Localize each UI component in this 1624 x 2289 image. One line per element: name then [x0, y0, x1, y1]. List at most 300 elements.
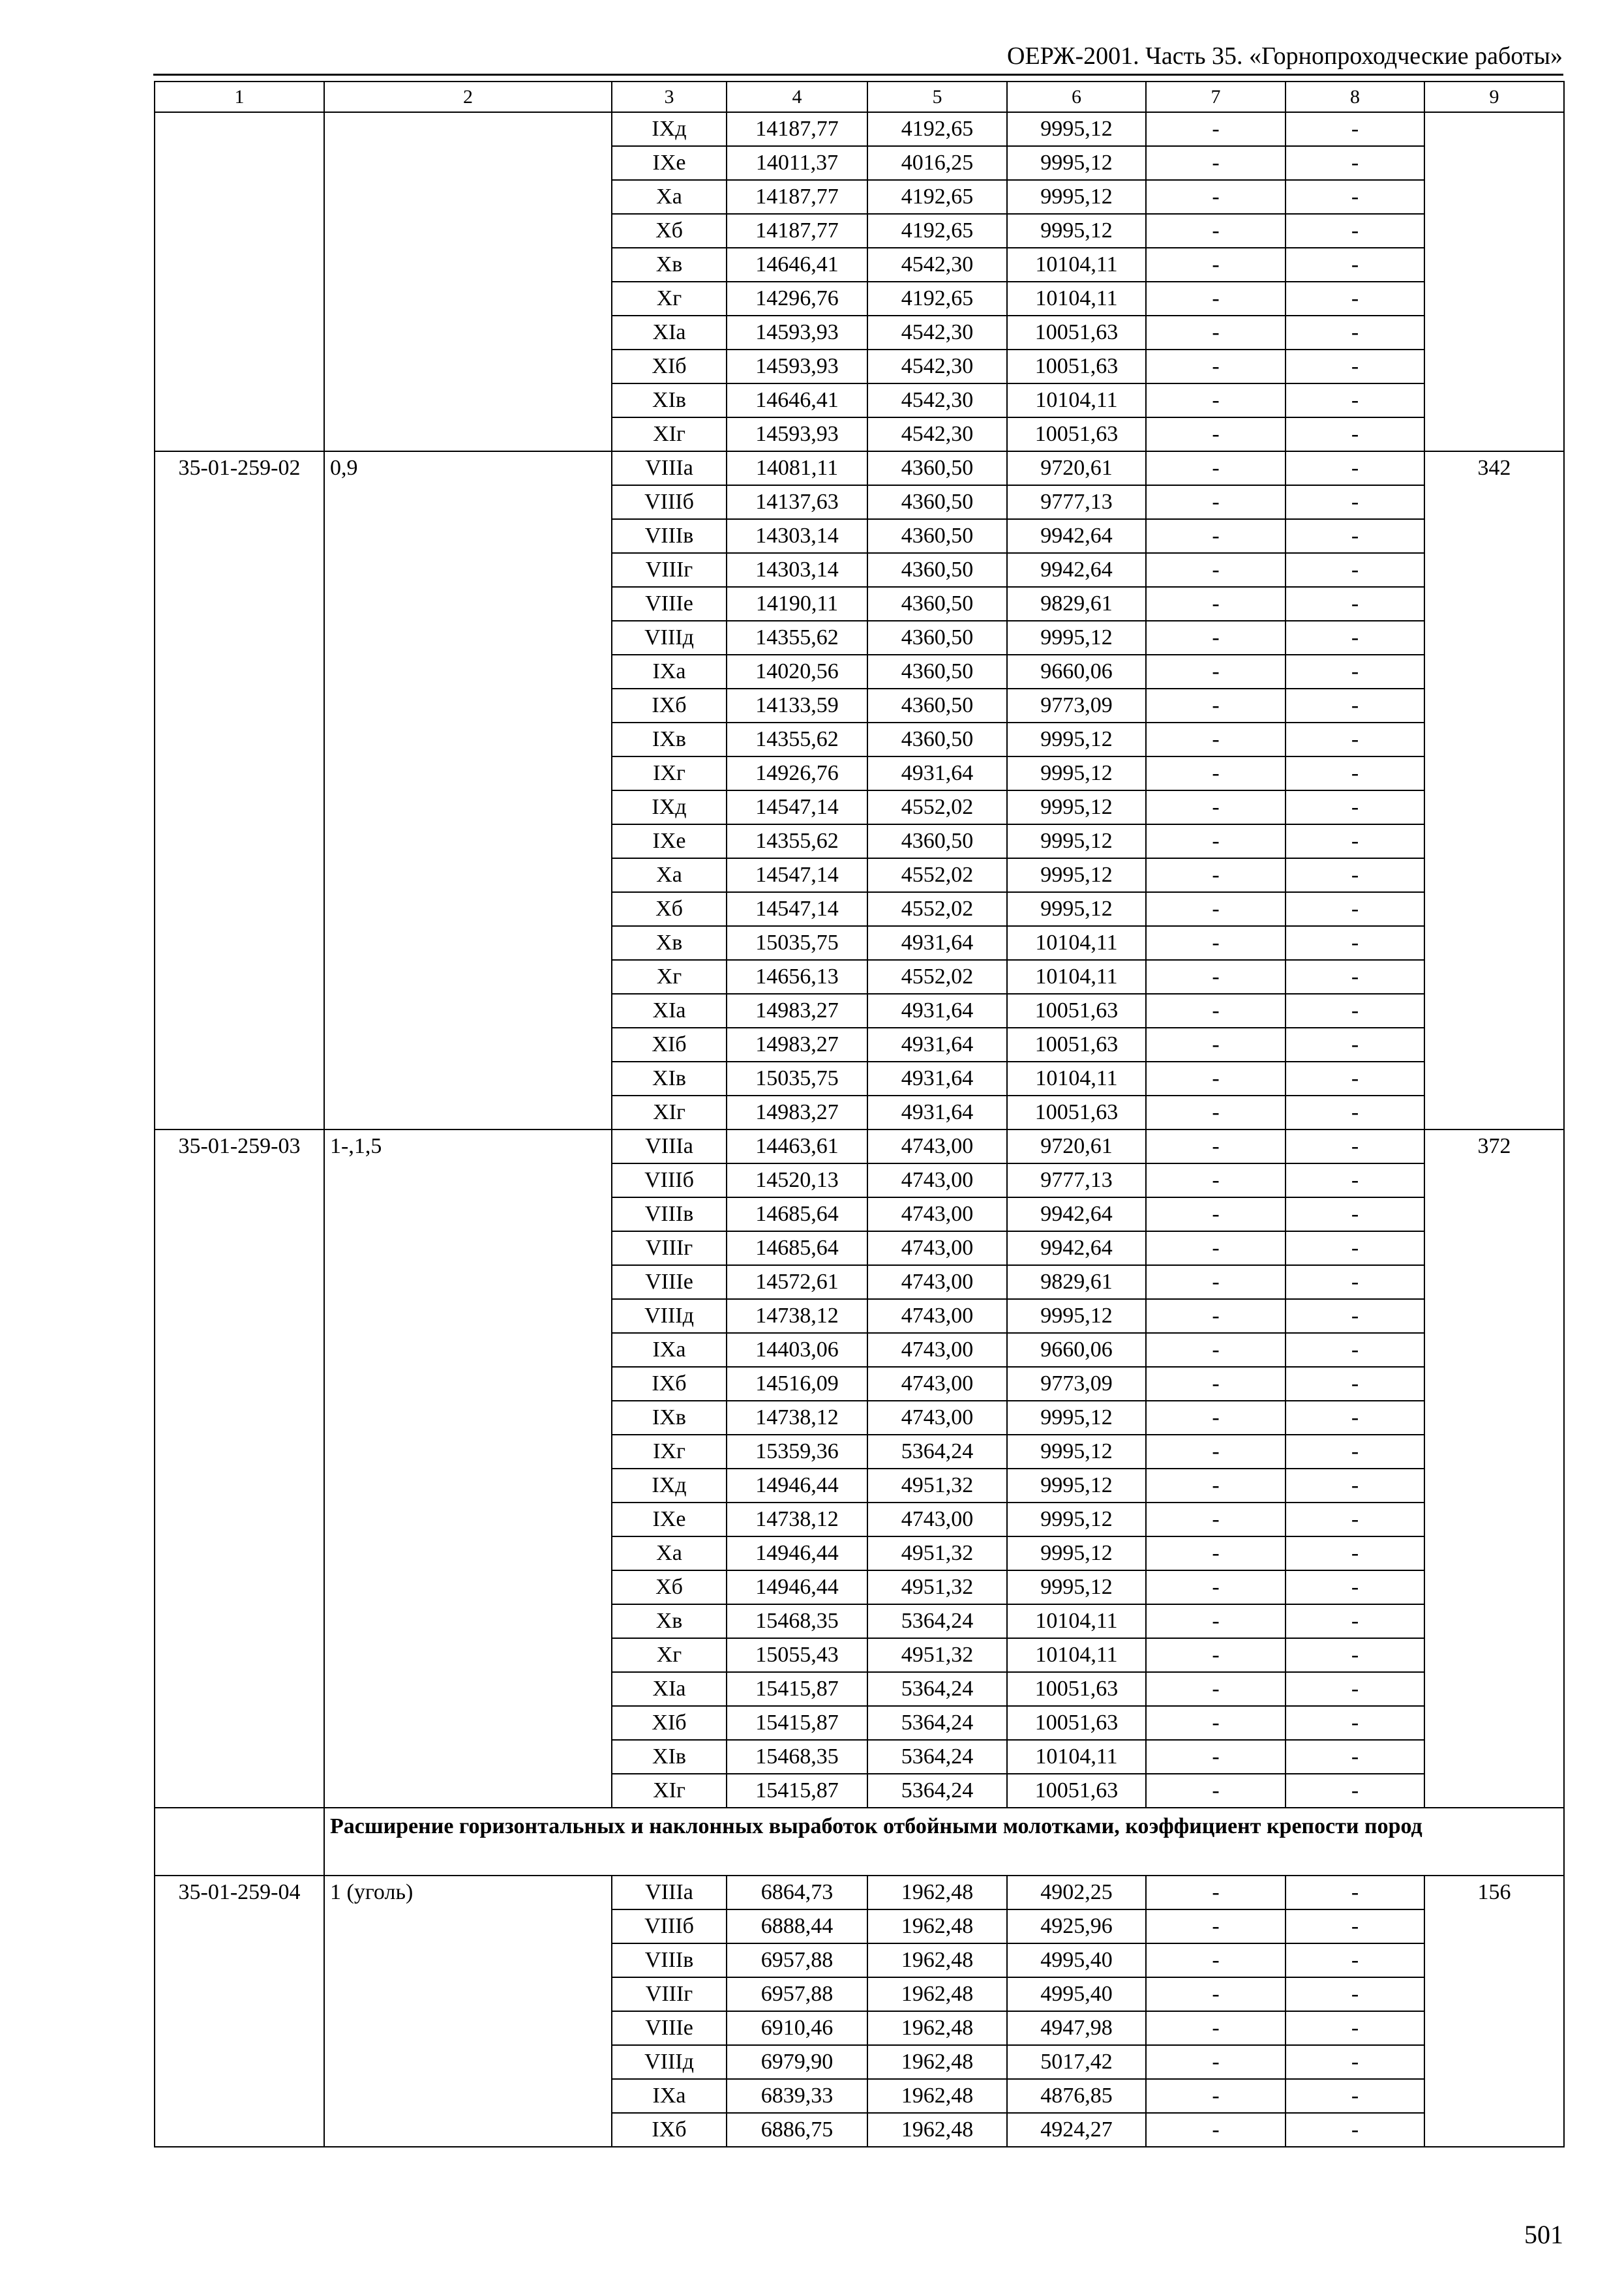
category-cell: Xб	[612, 892, 727, 926]
cost-col7-cell: -	[1146, 2079, 1286, 2113]
total-cost-cell: 14190,11	[727, 587, 867, 621]
column-number: 6	[1007, 82, 1146, 112]
cost-col5-cell: 4542,30	[867, 383, 1007, 417]
cost-col6-cell: 10051,63	[1007, 316, 1146, 350]
cost-col8-cell: -	[1286, 1570, 1424, 1604]
cost-col6-cell: 10104,11	[1007, 926, 1146, 960]
cost-col6-cell: 4924,27	[1007, 2113, 1146, 2147]
total-cost-cell: 15468,35	[727, 1604, 867, 1638]
cost-col5-cell: 4743,00	[867, 1231, 1007, 1265]
cost-col5-cell: 4360,50	[867, 485, 1007, 519]
total-cost-cell: 6886,75	[727, 2113, 867, 2147]
cost-col7-cell: -	[1146, 1367, 1286, 1401]
cost-col5-cell: 4743,00	[867, 1299, 1007, 1333]
column-number: 1	[155, 82, 324, 112]
category-cell: IXг	[612, 1435, 727, 1469]
cost-col5-cell: 4360,50	[867, 519, 1007, 553]
cost-col6-cell: 9777,13	[1007, 485, 1146, 519]
category-cell: IXе	[612, 824, 727, 858]
cost-col7-cell: -	[1146, 587, 1286, 621]
cost-col8-cell: -	[1286, 587, 1424, 621]
cost-col5-cell: 4743,00	[867, 1265, 1007, 1299]
total-cost-cell: 14463,61	[727, 1130, 867, 1163]
total-cost-cell: 6910,46	[727, 2011, 867, 2045]
cost-col8-cell: -	[1286, 1909, 1424, 1943]
cost-col8-cell: -	[1286, 1299, 1424, 1333]
cost-col5-cell: 4360,50	[867, 553, 1007, 587]
total-cost-cell: 15468,35	[727, 1740, 867, 1774]
cost-col5-cell: 4192,65	[867, 282, 1007, 316]
cost-col7-cell: -	[1146, 926, 1286, 960]
rate-code: 35-01-259-02	[155, 451, 324, 1130]
cost-col8-cell: -	[1286, 2113, 1424, 2147]
cost-col8-cell: -	[1286, 824, 1424, 858]
total-cost-cell: 14303,14	[727, 519, 867, 553]
cost-col5-cell: 1962,48	[867, 1943, 1007, 1977]
cost-col6-cell: 4876,85	[1007, 2079, 1146, 2113]
cost-col8-cell: -	[1286, 316, 1424, 350]
cost-col5-cell: 4360,50	[867, 587, 1007, 621]
cost-col7-cell: -	[1146, 180, 1286, 214]
total-cost-cell: 14520,13	[727, 1163, 867, 1197]
col9-value	[1424, 112, 1564, 451]
cost-col5-cell: 1962,48	[867, 2045, 1007, 2079]
cost-col6-cell: 10051,63	[1007, 1028, 1146, 1062]
cost-col7-cell: -	[1146, 1265, 1286, 1299]
total-cost-cell: 14685,64	[727, 1231, 867, 1265]
cost-col5-cell: 4552,02	[867, 892, 1007, 926]
category-cell: IXв	[612, 1401, 727, 1435]
rate-parameter: 1 (уголь)	[324, 1876, 612, 2147]
cost-col5-cell: 4360,50	[867, 689, 1007, 723]
total-cost-cell: 14187,77	[727, 214, 867, 248]
category-cell: Xв	[612, 1604, 727, 1638]
cost-col7-cell: -	[1146, 1774, 1286, 1808]
total-cost-cell: 14081,11	[727, 451, 867, 485]
cost-col8-cell: -	[1286, 1197, 1424, 1231]
total-cost-cell: 15035,75	[727, 1062, 867, 1096]
table-row	[155, 1130, 1564, 1163]
running-header: ОЕРЖ-2001. Часть 35. «Горнопроходческие работы»	[1007, 42, 1563, 70]
table-row	[155, 451, 1564, 485]
cost-col8-cell: -	[1286, 1062, 1424, 1096]
category-cell: IXб	[612, 1367, 727, 1401]
cost-col8-cell: -	[1286, 112, 1424, 146]
total-cost-cell: 14355,62	[727, 824, 867, 858]
cost-col7-cell: -	[1146, 1977, 1286, 2011]
cost-col7-cell: -	[1146, 756, 1286, 790]
cost-col8-cell: -	[1286, 858, 1424, 892]
header-rule	[153, 74, 1563, 76]
cost-col8-cell: -	[1286, 417, 1424, 451]
total-cost-cell: 14593,93	[727, 316, 867, 350]
cost-col7-cell: -	[1146, 1231, 1286, 1265]
cost-col6-cell: 9720,61	[1007, 451, 1146, 485]
cost-col6-cell: 10104,11	[1007, 1604, 1146, 1638]
category-cell: Xб	[612, 214, 727, 248]
cost-col7-cell: -	[1146, 214, 1286, 248]
cost-col8-cell: -	[1286, 960, 1424, 994]
total-cost-cell: 14983,27	[727, 1096, 867, 1130]
total-cost-cell: 14355,62	[727, 723, 867, 756]
cost-col6-cell: 9829,61	[1007, 587, 1146, 621]
cost-col8-cell: -	[1286, 350, 1424, 383]
cost-col8-cell: -	[1286, 1435, 1424, 1469]
cost-col6-cell: 9773,09	[1007, 689, 1146, 723]
cost-col8-cell: -	[1286, 180, 1424, 214]
cost-col7-cell: -	[1146, 282, 1286, 316]
cost-col8-cell: -	[1286, 1604, 1424, 1638]
cost-col8-cell: -	[1286, 1401, 1424, 1435]
cost-col7-cell: -	[1146, 2113, 1286, 2147]
cost-col5-cell: 5364,24	[867, 1774, 1007, 1808]
category-cell: XIа	[612, 994, 727, 1028]
cost-col7-cell: -	[1146, 2011, 1286, 2045]
cost-col7-cell: -	[1146, 553, 1286, 587]
cost-col6-cell: 4925,96	[1007, 1909, 1146, 1943]
column-number: 3	[612, 82, 727, 112]
category-cell: IXд	[612, 1469, 727, 1503]
cost-col5-cell: 4743,00	[867, 1333, 1007, 1367]
cost-col5-cell: 1962,48	[867, 1909, 1007, 1943]
total-cost-cell: 15359,36	[727, 1435, 867, 1469]
category-cell: VIIIб	[612, 1909, 727, 1943]
category-cell: XIг	[612, 1774, 727, 1808]
cost-col5-cell: 4192,65	[867, 214, 1007, 248]
cost-col6-cell: 9995,12	[1007, 1469, 1146, 1503]
total-cost-cell: 15415,87	[727, 1706, 867, 1740]
cost-col7-cell: -	[1146, 1333, 1286, 1367]
cost-col8-cell: -	[1286, 1672, 1424, 1706]
cost-col5-cell: 4951,32	[867, 1638, 1007, 1672]
total-cost-cell: 14738,12	[727, 1401, 867, 1435]
category-cell: VIIIб	[612, 485, 727, 519]
cost-col7-cell: -	[1146, 892, 1286, 926]
cost-col5-cell: 4542,30	[867, 316, 1007, 350]
category-cell: Xб	[612, 1570, 727, 1604]
category-cell: VIIIг	[612, 1977, 727, 2011]
cost-col8-cell: -	[1286, 1367, 1424, 1401]
category-cell: VIIIг	[612, 1231, 727, 1265]
total-cost-cell: 15415,87	[727, 1672, 867, 1706]
category-cell: VIIIд	[612, 621, 727, 655]
total-cost-cell: 14946,44	[727, 1570, 867, 1604]
cost-col5-cell: 4016,25	[867, 146, 1007, 180]
category-cell: IXа	[612, 655, 727, 689]
category-cell: Xа	[612, 180, 727, 214]
cost-col6-cell: 9995,12	[1007, 824, 1146, 858]
cost-col6-cell: 10104,11	[1007, 1062, 1146, 1096]
column-number: 7	[1146, 82, 1286, 112]
cost-col8-cell: -	[1286, 1876, 1424, 1909]
cost-col5-cell: 5364,24	[867, 1740, 1007, 1774]
category-cell: IXб	[612, 689, 727, 723]
total-cost-cell: 14133,59	[727, 689, 867, 723]
cost-col5-cell: 4931,64	[867, 994, 1007, 1028]
category-cell: XIб	[612, 1706, 727, 1740]
rate-parameter: 0,9	[324, 451, 612, 1130]
cost-col7-cell: -	[1146, 1943, 1286, 1977]
col9-value: 156	[1424, 1876, 1564, 2147]
cost-col7-cell: -	[1146, 1706, 1286, 1740]
category-cell: IXе	[612, 1503, 727, 1536]
total-cost-cell: 14187,77	[727, 180, 867, 214]
category-cell: VIIIб	[612, 1163, 727, 1197]
cost-col8-cell: -	[1286, 214, 1424, 248]
page-number: 501	[1524, 2220, 1563, 2249]
cost-col6-cell: 9777,13	[1007, 1163, 1146, 1197]
cost-col8-cell: -	[1286, 485, 1424, 519]
cost-col7-cell: -	[1146, 1130, 1286, 1163]
total-cost-cell: 14547,14	[727, 858, 867, 892]
category-cell: VIIIе	[612, 2011, 727, 2045]
cost-col6-cell: 10051,63	[1007, 1672, 1146, 1706]
cost-col8-cell: -	[1286, 1536, 1424, 1570]
cost-col8-cell: -	[1286, 2045, 1424, 2079]
cost-col7-cell: -	[1146, 248, 1286, 282]
col9-value: 372	[1424, 1130, 1564, 1808]
category-cell: Xа	[612, 858, 727, 892]
cost-col6-cell: 9995,12	[1007, 1299, 1146, 1333]
cost-col5-cell: 5364,24	[867, 1435, 1007, 1469]
category-cell: Xв	[612, 926, 727, 960]
cost-col8-cell: -	[1286, 689, 1424, 723]
category-cell: IXд	[612, 112, 727, 146]
cost-col7-cell: -	[1146, 1197, 1286, 1231]
cost-col5-cell: 4360,50	[867, 621, 1007, 655]
category-cell: XIа	[612, 1672, 727, 1706]
cost-col6-cell: 10104,11	[1007, 383, 1146, 417]
cost-col8-cell: -	[1286, 1977, 1424, 2011]
cost-col8-cell: -	[1286, 756, 1424, 790]
cost-col7-cell: -	[1146, 960, 1286, 994]
column-number: 4	[727, 82, 867, 112]
cost-col5-cell: 1962,48	[867, 2011, 1007, 2045]
total-cost-cell: 14572,61	[727, 1265, 867, 1299]
cost-col7-cell: -	[1146, 451, 1286, 485]
category-cell: VIIIв	[612, 1943, 727, 1977]
column-number-row	[155, 82, 1564, 112]
rate-code	[155, 112, 324, 451]
cost-col5-cell: 4360,50	[867, 723, 1007, 756]
cost-col6-cell: 9995,12	[1007, 180, 1146, 214]
category-cell: XIб	[612, 1028, 727, 1062]
total-cost-cell: 6888,44	[727, 1909, 867, 1943]
cost-col6-cell: 9995,12	[1007, 214, 1146, 248]
cost-col6-cell: 10051,63	[1007, 417, 1146, 451]
cost-col5-cell: 4743,00	[867, 1163, 1007, 1197]
cost-col7-cell: -	[1146, 824, 1286, 858]
table-body	[155, 82, 1564, 2147]
cost-col6-cell: 10104,11	[1007, 248, 1146, 282]
total-cost-cell: 14547,14	[727, 790, 867, 824]
total-cost-cell: 14593,93	[727, 350, 867, 383]
total-cost-cell: 14685,64	[727, 1197, 867, 1231]
column-number: 2	[324, 82, 612, 112]
cost-col5-cell: 4743,00	[867, 1367, 1007, 1401]
cost-col8-cell: -	[1286, 790, 1424, 824]
cost-col6-cell: 10051,63	[1007, 1774, 1146, 1808]
cost-col6-cell: 9995,12	[1007, 1536, 1146, 1570]
cost-col5-cell: 4743,00	[867, 1401, 1007, 1435]
cost-col6-cell: 10051,63	[1007, 1096, 1146, 1130]
cost-col7-cell: -	[1146, 2045, 1286, 2079]
table-row	[155, 1876, 1564, 1909]
category-cell: Xв	[612, 248, 727, 282]
cost-col5-cell: 4931,64	[867, 926, 1007, 960]
cost-col6-cell: 9995,12	[1007, 1435, 1146, 1469]
cost-col5-cell: 4192,65	[867, 180, 1007, 214]
cost-col8-cell: -	[1286, 451, 1424, 485]
cost-col6-cell: 10104,11	[1007, 1638, 1146, 1672]
cost-col7-cell: -	[1146, 383, 1286, 417]
rate-code: 35-01-259-04	[155, 1876, 324, 2147]
cost-col7-cell: -	[1146, 1096, 1286, 1130]
cost-col8-cell: -	[1286, 1503, 1424, 1536]
cost-col8-cell: -	[1286, 553, 1424, 587]
category-cell: IXа	[612, 2079, 727, 2113]
cost-col5-cell: 4743,00	[867, 1503, 1007, 1536]
category-cell: XIг	[612, 417, 727, 451]
cost-col7-cell: -	[1146, 790, 1286, 824]
cost-col8-cell: -	[1286, 926, 1424, 960]
cost-col6-cell: 9660,06	[1007, 1333, 1146, 1367]
total-cost-cell: 6957,88	[727, 1943, 867, 1977]
section-title: Расширение горизонтальных и наклонных выработок отбойными молотками, коэффициент крепости пород	[324, 1808, 1564, 1876]
category-cell: IXд	[612, 790, 727, 824]
cost-col8-cell: -	[1286, 2079, 1424, 2113]
category-cell: VIIIа	[612, 451, 727, 485]
total-cost-cell: 14403,06	[727, 1333, 867, 1367]
total-cost-cell: 14516,09	[727, 1367, 867, 1401]
cost-col5-cell: 4552,02	[867, 790, 1007, 824]
total-cost-cell: 6979,90	[727, 2045, 867, 2079]
cost-col6-cell: 9942,64	[1007, 519, 1146, 553]
total-cost-cell: 14656,13	[727, 960, 867, 994]
total-cost-cell: 14547,14	[727, 892, 867, 926]
total-cost-cell: 14303,14	[727, 553, 867, 587]
cost-col5-cell: 1962,48	[867, 2079, 1007, 2113]
category-cell: IXе	[612, 146, 727, 180]
cost-col5-cell: 5364,24	[867, 1672, 1007, 1706]
cost-col6-cell: 9720,61	[1007, 1130, 1146, 1163]
total-cost-cell: 15055,43	[727, 1638, 867, 1672]
cost-col5-cell: 4951,32	[867, 1469, 1007, 1503]
category-cell: VIIIе	[612, 1265, 727, 1299]
cost-col7-cell: -	[1146, 350, 1286, 383]
total-cost-cell: 14296,76	[727, 282, 867, 316]
category-cell: Xг	[612, 1638, 727, 1672]
cost-col7-cell: -	[1146, 1672, 1286, 1706]
total-cost-cell: 14593,93	[727, 417, 867, 451]
cost-col8-cell: -	[1286, 1163, 1424, 1197]
cost-col6-cell: 9995,12	[1007, 1503, 1146, 1536]
cost-col6-cell: 9995,12	[1007, 723, 1146, 756]
cost-col7-cell: -	[1146, 1740, 1286, 1774]
cost-col8-cell: -	[1286, 1706, 1424, 1740]
cost-col7-cell: -	[1146, 316, 1286, 350]
cost-col6-cell: 10051,63	[1007, 1706, 1146, 1740]
cost-col7-cell: -	[1146, 1469, 1286, 1503]
total-cost-cell: 14646,41	[727, 248, 867, 282]
total-cost-cell: 14946,44	[727, 1469, 867, 1503]
cost-col5-cell: 4542,30	[867, 248, 1007, 282]
cost-col5-cell: 4931,64	[867, 1028, 1007, 1062]
cost-col6-cell: 9995,12	[1007, 756, 1146, 790]
cost-col5-cell: 4951,32	[867, 1536, 1007, 1570]
cost-col5-cell: 4360,50	[867, 451, 1007, 485]
category-cell: XIв	[612, 1740, 727, 1774]
cost-col8-cell: -	[1286, 723, 1424, 756]
cost-col8-cell: -	[1286, 1333, 1424, 1367]
cost-col6-cell: 10051,63	[1007, 994, 1146, 1028]
cost-col6-cell: 9829,61	[1007, 1265, 1146, 1299]
category-cell: VIIIа	[612, 1876, 727, 1909]
cost-col8-cell: -	[1286, 1469, 1424, 1503]
cost-col5-cell: 4192,65	[867, 112, 1007, 146]
cost-col7-cell: -	[1146, 1638, 1286, 1672]
category-cell: XIг	[612, 1096, 727, 1130]
total-cost-cell: 14020,56	[727, 655, 867, 689]
cost-col8-cell: -	[1286, 383, 1424, 417]
total-cost-cell: 14738,12	[727, 1503, 867, 1536]
cost-col6-cell: 9995,12	[1007, 146, 1146, 180]
cost-col6-cell: 9995,12	[1007, 1570, 1146, 1604]
cost-col7-cell: -	[1146, 621, 1286, 655]
category-cell: VIIIг	[612, 553, 727, 587]
cost-col8-cell: -	[1286, 1774, 1424, 1808]
total-cost-cell: 6957,88	[727, 1977, 867, 2011]
cost-col5-cell: 4743,00	[867, 1197, 1007, 1231]
total-cost-cell: 14137,63	[727, 485, 867, 519]
cost-col5-cell: 4931,64	[867, 756, 1007, 790]
total-cost-cell: 14187,77	[727, 112, 867, 146]
rate-parameter	[324, 112, 612, 451]
col9-value: 342	[1424, 451, 1564, 1130]
cost-col5-cell: 1962,48	[867, 1977, 1007, 2011]
cost-col6-cell: 4995,40	[1007, 1977, 1146, 2011]
category-cell: IXг	[612, 756, 727, 790]
cost-col7-cell: -	[1146, 1163, 1286, 1197]
rate-code: 35-01-259-03	[155, 1130, 324, 1808]
cost-col5-cell: 4743,00	[867, 1130, 1007, 1163]
cost-col8-cell: -	[1286, 519, 1424, 553]
total-cost-cell: 14355,62	[727, 621, 867, 655]
total-cost-cell: 15035,75	[727, 926, 867, 960]
cost-col6-cell: 10104,11	[1007, 282, 1146, 316]
cost-col7-cell: -	[1146, 858, 1286, 892]
cost-col6-cell: 10104,11	[1007, 960, 1146, 994]
cost-col7-cell: -	[1146, 485, 1286, 519]
cost-col6-cell: 9942,64	[1007, 1197, 1146, 1231]
cost-col7-cell: -	[1146, 519, 1286, 553]
category-cell: VIIIе	[612, 587, 727, 621]
category-cell: XIв	[612, 383, 727, 417]
total-cost-cell: 6839,33	[727, 2079, 867, 2113]
cost-col8-cell: -	[1286, 1096, 1424, 1130]
cost-col6-cell: 4947,98	[1007, 2011, 1146, 2045]
cost-col7-cell: -	[1146, 1909, 1286, 1943]
category-cell: XIа	[612, 316, 727, 350]
table-row	[155, 112, 1564, 146]
cost-col8-cell: -	[1286, 282, 1424, 316]
cost-col5-cell: 4360,50	[867, 824, 1007, 858]
total-cost-cell: 14646,41	[727, 383, 867, 417]
cost-col7-cell: -	[1146, 1062, 1286, 1096]
cost-col6-cell: 5017,42	[1007, 2045, 1146, 2079]
category-cell: Xг	[612, 960, 727, 994]
total-cost-cell: 14926,76	[727, 756, 867, 790]
